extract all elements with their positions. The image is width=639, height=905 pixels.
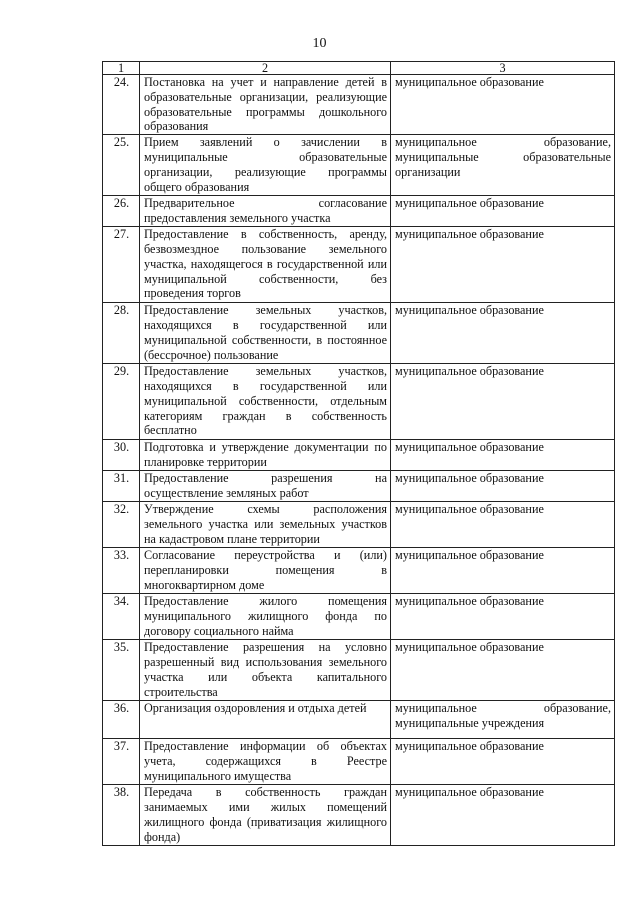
row-number: 33. <box>103 548 140 594</box>
responsible-body: муниципальное образование <box>391 196 615 227</box>
row-number: 30. <box>103 440 140 471</box>
responsible-body: муниципальное образование, муниципальные учреждения <box>391 701 615 739</box>
service-name: Утверждение схемы расположения земельного участка или земельных участков на кадастровом плане территории <box>140 502 391 548</box>
responsible-body: муниципальное образование <box>391 471 615 502</box>
service-name: Согласование переустройства и (или) перепланировки помещения в многоквартирном доме <box>140 548 391 594</box>
row-number: 38. <box>103 785 140 846</box>
service-name: Передача в собственность граждан занимаемых ими жилых помещений жилищного фонда (приватизация жилищного фонда) <box>140 785 391 846</box>
table-row <box>103 785 615 846</box>
table-row <box>103 548 615 594</box>
responsible-body: муниципальное образование <box>391 594 615 640</box>
table-row <box>103 594 615 640</box>
service-name: Организация оздоровления и отдыха детей <box>140 701 391 739</box>
page-number: 10 <box>312 36 327 51</box>
header-cell-2: 2 <box>140 62 391 75</box>
responsible-body: муниципальное образование <box>391 303 615 364</box>
responsible-body: муниципальное образование <box>391 785 615 846</box>
table-row <box>103 227 615 303</box>
table-row <box>103 471 615 502</box>
responsible-body: муниципальное образование <box>391 75 615 135</box>
row-number: 35. <box>103 640 140 701</box>
table-row <box>103 701 615 739</box>
row-number: 36. <box>103 701 140 739</box>
table-row <box>103 135 615 196</box>
table-row <box>103 440 615 471</box>
responsible-body: муниципальное образование <box>391 227 615 303</box>
responsible-body: муниципальное образование, муниципальные образовательные организации <box>391 135 615 196</box>
service-name: Предоставление разрешения на условно разрешенный вид использования земельного участка или объекта капитального строительства <box>140 640 391 701</box>
row-number: 24. <box>103 75 140 135</box>
responsible-body: муниципальное образование <box>391 440 615 471</box>
service-name: Предоставление в собственность, аренду, безвозмездное пользование земельного участка, находящегося в государственной или муниципальной собственности, без проведения торгов <box>140 227 391 303</box>
service-name: Предоставление информации об объектах учета, содержащихся в Реестре муниципального имущества <box>140 739 391 785</box>
table-row <box>103 502 615 548</box>
header-cell-3: 3 <box>391 62 615 75</box>
table-row <box>103 640 615 701</box>
row-number: 37. <box>103 739 140 785</box>
row-number: 32. <box>103 502 140 548</box>
row-number: 25. <box>103 135 140 196</box>
row-number: 27. <box>103 227 140 303</box>
service-name: Предоставление земельных участков, находящихся в государственной или муниципальной собственности, в постоянное (бессрочное) пользование <box>140 303 391 364</box>
service-name: Подготовка и утверждение документации по планировке территории <box>140 440 391 471</box>
table-row <box>103 303 615 364</box>
table-row <box>103 739 615 785</box>
responsible-body: муниципальное образование <box>391 502 615 548</box>
service-name: Прием заявлений о зачислении в муниципальные образовательные организации, реализующие программы общего образования <box>140 135 391 196</box>
table-row <box>103 75 615 135</box>
row-number: 31. <box>103 471 140 502</box>
row-number: 28. <box>103 303 140 364</box>
table-header-row <box>103 62 615 75</box>
table-row <box>103 196 615 227</box>
header-cell-1: 1 <box>103 62 140 75</box>
table-row <box>103 364 615 440</box>
responsible-body: муниципальное образование <box>391 548 615 594</box>
row-number: 34. <box>103 594 140 640</box>
responsible-body: муниципальное образование <box>391 364 615 440</box>
service-name: Предоставление жилого помещения муниципального жилищного фонда по договору социального найма <box>140 594 391 640</box>
service-name: Предварительное согласование предоставления земельного участка <box>140 196 391 227</box>
row-number: 26. <box>103 196 140 227</box>
services-table <box>102 61 615 846</box>
service-name: Предоставление земельных участков, находящихся в государственной или муниципальной собственности, отдельным категориям граждан в собственность бесплатно <box>140 364 391 440</box>
responsible-body: муниципальное образование <box>391 739 615 785</box>
service-name: Постановка на учет и направление детей в образовательные организации, реализующие образовательные программы дошкольного образования <box>140 75 391 135</box>
responsible-body: муниципальное образование <box>391 640 615 701</box>
row-number: 29. <box>103 364 140 440</box>
service-name: Предоставление разрешения на осуществление земляных работ <box>140 471 391 502</box>
